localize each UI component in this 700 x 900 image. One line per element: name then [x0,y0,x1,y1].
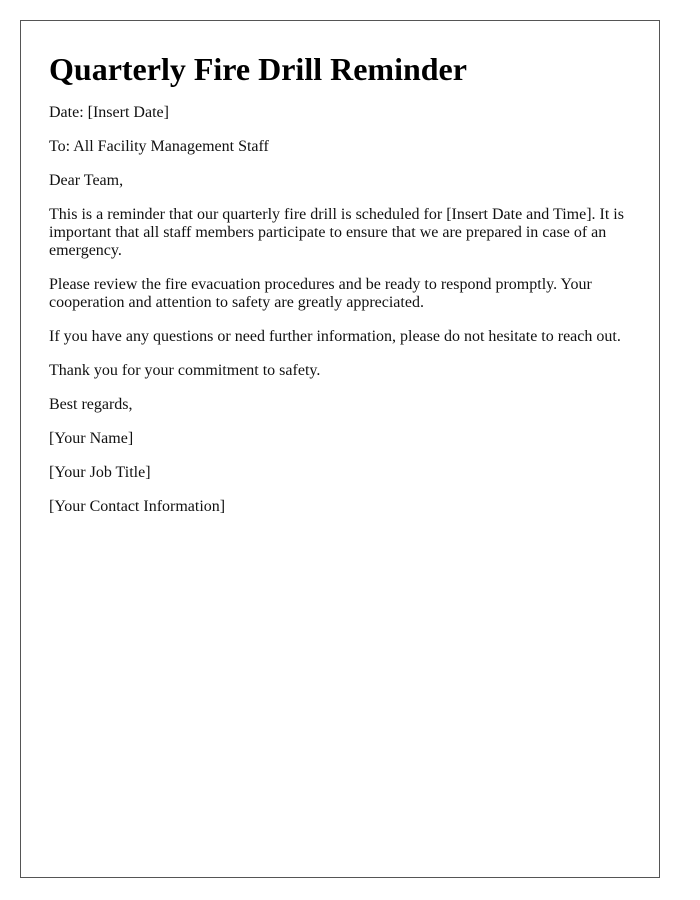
date-line: Date: [Insert Date] [49,104,169,121]
body-paragraph-thanks: Thank you for your commitment to safety. [49,362,321,379]
signature-contact: [Your Contact Information] [49,498,226,515]
letter-page [20,20,660,878]
letter-content [49,51,633,532]
signature-job-title: [Your Job Title] [49,464,151,481]
closing: Best regards, [49,396,133,413]
body-paragraph-reminder: This is a reminder that our quarterly fire drill is scheduled for [Insert Date and Time]. It is important that all staff members participate to ensure that we are prepared in case of an emergency. [49,206,624,259]
recipient-line: To: All Facility Management Staff [49,138,269,155]
salutation: Dear Team, [49,172,124,189]
signature-name: [Your Name] [49,430,134,447]
body-paragraph-procedures: Please review the fire evacuation procedures and be ready to respond promptly. Your cooperation and attention to safety are greatly appreciated. [49,276,592,311]
letter-title: Quarterly Fire Drill Reminder [49,51,467,87]
body-paragraph-questions: If you have any questions or need further information, please do not hesitate to reach out. [49,328,621,345]
